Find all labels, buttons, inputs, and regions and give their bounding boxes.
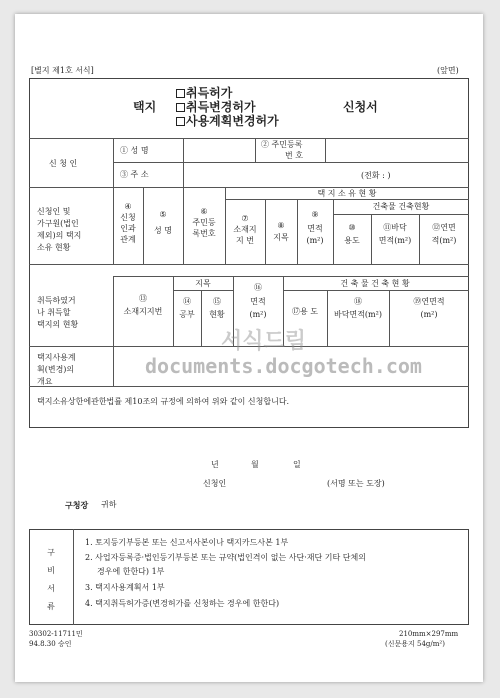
col-13-header: ⑬	[139, 294, 147, 303]
checkbox-icon	[176, 117, 185, 126]
attachment-item: 3. 택지사용계획서 1부	[85, 583, 165, 592]
col-10-header: ⑩	[348, 223, 356, 232]
addressee: 구청장	[65, 500, 89, 510]
col-16-header: ⑯	[254, 283, 262, 292]
owned-section-label: 소유 현황	[37, 243, 71, 252]
checkbox-icon	[176, 103, 185, 112]
attachment-item: 2. 사업자등록증·법인등기부등본 또는 규약(법인격이 없는 사단·재단 기타 단체의	[85, 553, 366, 562]
plan-section-label: 획(변경)의	[37, 365, 75, 374]
acquire-section-label: 취득하였거	[37, 296, 76, 305]
col-8-header: ⑧	[277, 221, 285, 230]
col-4-header: ④	[124, 202, 132, 211]
plan-section-label: 개요	[37, 377, 53, 386]
owned-section-label: 신청인 및	[37, 207, 71, 216]
attachments-label: 구	[47, 548, 55, 557]
title-right: 신청서	[343, 100, 378, 114]
phone-label: (전화 : )	[361, 171, 391, 180]
title-option-2: 취득변경허가	[176, 100, 256, 114]
footer-approval: 94.8.30 승인	[29, 640, 72, 648]
col-16-label: 면적	[250, 297, 266, 306]
plan-section-label: 택지사용계	[37, 353, 76, 362]
statement-text: 택지소유상한에관한법률 제10조의 규정에 의하여 위와 같이 신청합니다.	[37, 397, 290, 406]
acquire-section-label: 택지의 현황	[37, 320, 79, 329]
col-5-header: 성 명	[154, 226, 172, 235]
acquire-section-label: 나 취득할	[37, 308, 71, 317]
col-10-header: 용도	[344, 236, 360, 245]
col-18-header: ⑱	[354, 297, 362, 306]
footer-size: 210mm×297mm	[399, 630, 459, 638]
acquire-land-header: 지목	[195, 279, 211, 288]
col-17-header: ⑰용 도	[292, 307, 318, 316]
watermark-title: 서식드림	[221, 329, 307, 354]
owned-building-header: 건축물 건축현황	[372, 202, 430, 211]
col-15-header: 현황	[209, 310, 225, 319]
col-12-header: ⑫연면	[432, 223, 456, 232]
addressee-suffix: 귀하	[101, 500, 117, 509]
attachment-item: 경우에 한한다) 1부	[97, 567, 165, 576]
col-6-header: 록번호	[192, 229, 216, 238]
page-side-label: (앞면)	[437, 66, 459, 75]
col-6-header: 주민등	[192, 218, 216, 227]
attachment-item: 4. 택지취득허가증(변경허가를 신청하는 경우에 한한다)	[85, 599, 280, 608]
col-13-header: 소재지지번	[123, 307, 163, 316]
attachments-label: 비	[47, 566, 55, 575]
date-month: 월	[251, 460, 259, 469]
owned-section-label: 가구원(법인	[37, 219, 79, 228]
checkbox-icon	[176, 89, 185, 98]
applicant-label: 신 청 인	[49, 159, 78, 168]
rrn-label-2: 번 호	[285, 151, 303, 160]
owned-section-label: 제외)의 택지	[37, 231, 82, 240]
name-label: ① 성 명	[120, 146, 149, 155]
acquire-building-header: 건 축 물 건 축 현 황	[340, 279, 410, 288]
attachments-label: 류	[47, 602, 55, 611]
applicant-sign-label: 신청인	[203, 479, 227, 488]
col-14-header: ⑭	[183, 297, 191, 306]
attachment-item: 1. 토지등기부등본 또는 신고서사본이나 택지카드사본 1부	[85, 538, 289, 547]
col-8-header: 지목	[273, 233, 289, 242]
address-label: ③ 주 소	[120, 170, 149, 179]
col-7-header: 지 번	[236, 236, 254, 245]
footer-paper: (신문용지 54g/m²)	[385, 640, 445, 648]
title-option-3: 사용계획변경허가	[176, 114, 279, 128]
col-5-header: ⑤	[159, 210, 167, 219]
watermark-url: documents.docgotech.com	[145, 354, 422, 378]
col-4-header: 관계	[120, 235, 136, 244]
date-year: 년	[211, 460, 219, 469]
form-sheet	[15, 14, 483, 682]
col-15-header: ⑮	[213, 297, 221, 306]
col-9-header: (m²)	[306, 236, 324, 245]
date-day: 일	[293, 460, 301, 469]
footer-code: 30302-11711민	[29, 630, 83, 638]
col-14-header: 공부	[179, 310, 195, 319]
col-4-header: 신청	[120, 213, 136, 222]
sign-hint: (서명 또는 도장)	[327, 479, 385, 488]
col-7-header: 소재지	[233, 225, 257, 234]
attachments-label: 서	[47, 584, 55, 593]
col-12-header: 적(m²)	[431, 236, 457, 245]
col-19-header: (m²)	[420, 310, 438, 319]
rrn-label: ② 주민등록	[261, 140, 303, 149]
title-option-1: 취득허가	[176, 86, 232, 100]
title-left: 택지	[133, 100, 157, 114]
col-11-header: 면적(m²)	[378, 236, 412, 245]
owned-group-header: 택 지 소 유 현 황	[317, 189, 377, 198]
col-4-header: 인과	[120, 224, 136, 233]
col-16-label: (m²)	[249, 310, 267, 319]
col-6-header: ⑥	[200, 207, 208, 216]
form-number: [별지 제1호 서식]	[31, 66, 94, 75]
col-11-header: ⑪바닥	[383, 223, 407, 232]
col-9-header: ⑨	[311, 210, 319, 219]
col-19-header: ⑲연면적	[413, 297, 445, 306]
col-7-header: ⑦	[241, 214, 249, 223]
col-18-header: 바닥면적(m²)	[334, 310, 382, 319]
col-9-header: 면적	[307, 224, 323, 233]
